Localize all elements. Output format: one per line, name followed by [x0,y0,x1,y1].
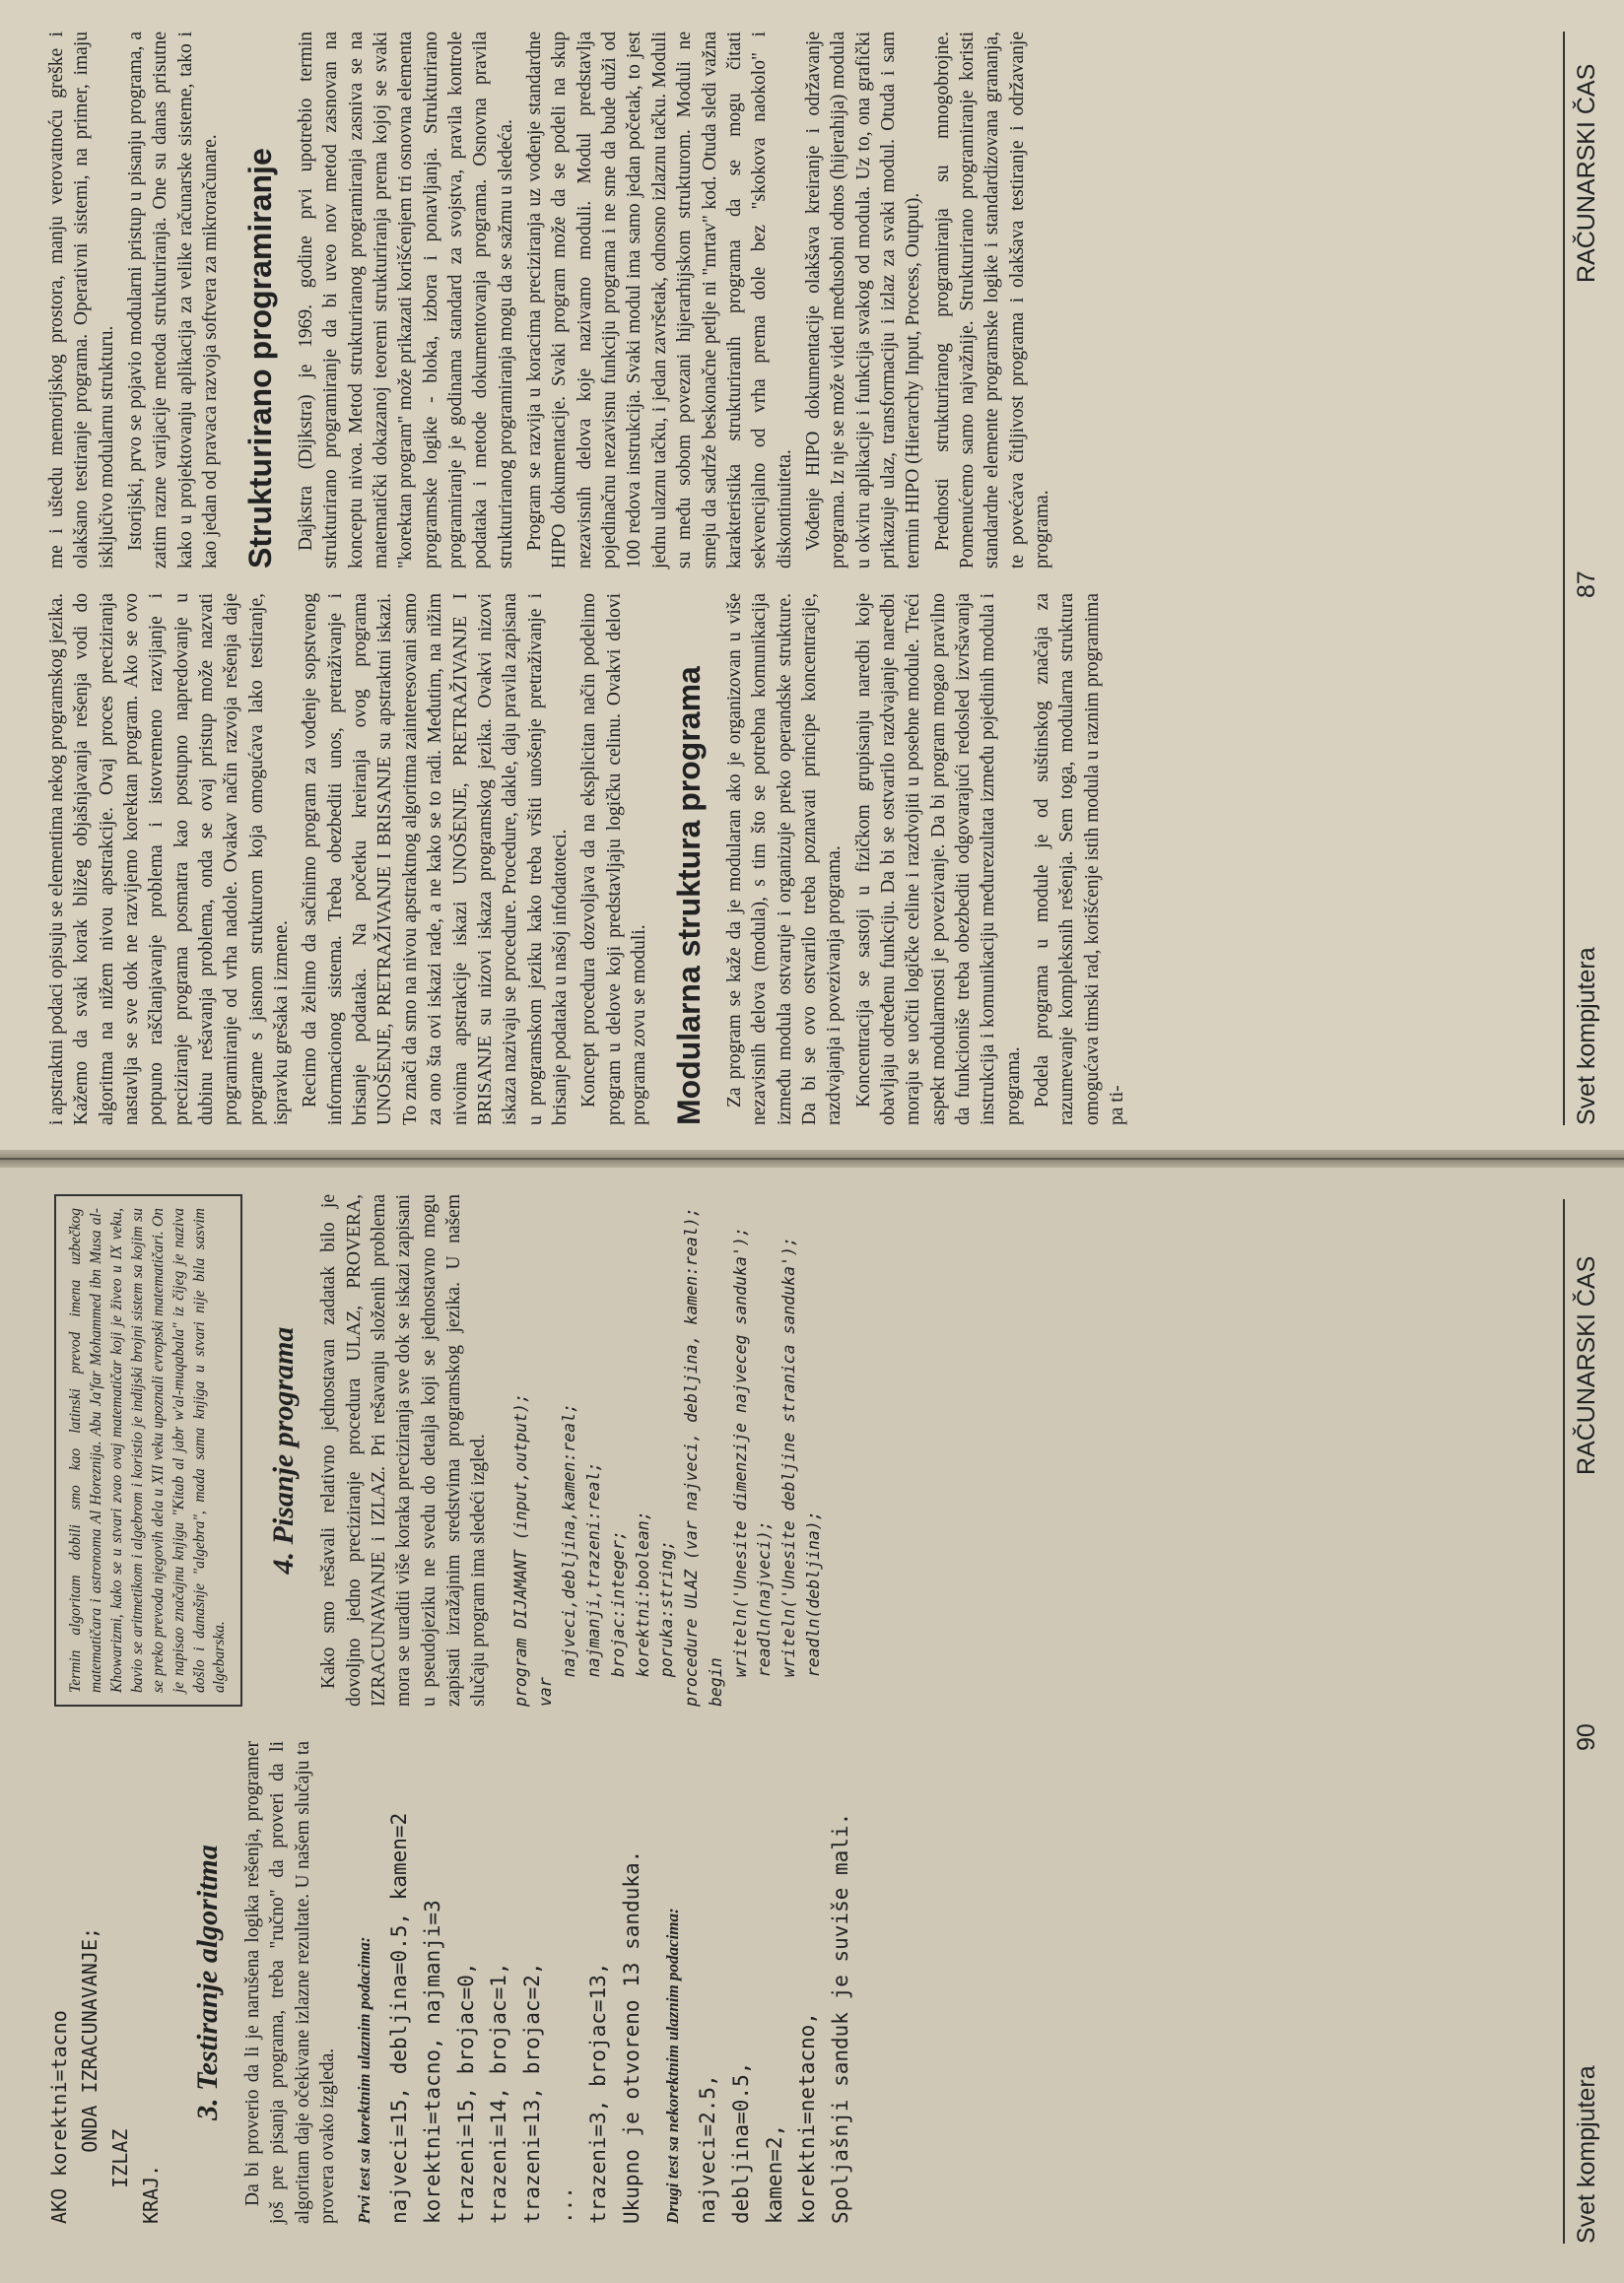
test-line: Spoljašnji sanduk je suviše mali. [828,1812,852,2224]
left-page-column-1 [44,1741,857,2224]
paragraph: Program se razvija u koracima preciziranja uz vođenje standardne HIPO dokumentacije. Svaki program može da se podeli na skup nezavisnih delova koje nazivamo moduli. Modul predstavlja pojedinačnu nezavisnu funkciju programa i ne sme da bude duži od 100 redova instrukcija. Svaki modul ima samo jedan početak, to jest jednu ulaznu tačku, i jedan završetak, odnosno izlaznu tačku. Moduli su među sobom povezani hijerarhijskom strukturom. Moduli ne smeju da sadrže beskonačne petlje ni "mrtav" kod. Otuda sledi važna karakteristika strukturiranih programa da se mogu čitati sekvencijalno od vrha prema dole bez "skokova naokolo" i diskontinuiteta. [524,32,795,569]
code-line: KRAJ. [139,2164,163,2224]
section-title-testiranje: 3. Testiranje algoritma [191,1845,224,2120]
footer-page-number: 87 [1572,571,1600,598]
footer-magazine-name: Svet kompjutera [1572,2065,1600,2244]
test2-title: Drugi test sa nekorektnim ulaznim podacima: [663,1908,683,2224]
test-line: debljina=0.5, [728,2061,753,2224]
footer-rule [1563,1199,1565,2244]
program-line: brojac:integer; [608,1530,628,1707]
footer-section-name: RAČUNARSKI ČAS [1572,1255,1600,1475]
section-intro: Kako smo rešavali relativno jednostavan zadatak bilo je dovoljno jedno preciziranje procedura ULAZ, PROVERA, IZRACUNAVANJE i IZLAZ. Pri rešavanju složenih problema mora se uraditi više koraka preciziranja sve dok se iskazi zapisani u pseudojeziku ne svedu do detalja koji se jednostavno mogu zapisati izražajnim sredstvima programskog jezika. U našem slučaju program ima sledeći izgled. [318,1194,490,1707]
fold-line [0,1158,1624,1160]
test-line: ... [553,2186,577,2224]
test-line: najveci=2.5, [696,2074,720,2224]
program-line: program DIJAMANT (input,output); [510,1393,530,1707]
test-line: trazeni=13, brojac=2, [519,1962,544,2224]
code-line: IZLAZ [108,2128,132,2224]
paragraph: Koncentracija se sastoji u fizičkom grupisanju naredbi koje obavljaju određenu funkciju. Da bi se ostvarilo razdvajanje naredbi moraju se uočiti logičke celine i razdvojiti u posebne module. Treći aspekt modularnosti je povezivanje. Da bi program mogao pravilno da funkcioniše treba obezbediti odgovarajući redosled izvršavanja instrukcija i komunikaciju međurezultata između pojedinih modula i programa. [852,593,1024,1125]
footer-rule [1563,32,1565,1125]
page-90 [0,1168,1624,2283]
paragraph: Istorijski, prvo se pojavio modularni pristup u pisanju programa, a zatim razne varijacije metoda strukturiranja. One su danas prisutne kako u projektovanju aplikacija za velike računarske sisteme, tako i kao jedan od pravaca razvoja softvera za mikroračunare. [125,32,222,569]
program-line: readln(najveci); [755,1520,775,1707]
test-line: trazeni=15, brojac=0, [453,1962,478,2224]
section-title-strukturirano: Strukturirano programiranje [242,148,279,569]
paragraph: Koncept procedura dozvoljava da na eksplicitan način podelimo program u delove koji predstavljaju logičku celinu. Ovakvi delovi programa zovu se moduli. [578,593,649,1125]
program-line: procedure ULAZ (var najveci, debljina, kamen:real); [682,1207,702,1707]
footer-page-number: 90 [1572,1723,1600,1751]
paragraph: Dajkstra (Dijkstra) je 1969. godine prvi upotrebio termin strukturirano programiranje da bi uveo nov metod zasnovan na konceptu nivoa. Metod strukturiranog programiranja zasniva se na matematički dokazanoj teoremi strukturiranja prema kojoj se svaki "korektan program" može prikazati korišćenjem tri osnovna elementa programske logike - bloka, izbora i ponavljanja. Strukturirano programiranje je godinama standard za svojstva, pravila kontrole podataka i metode dokumentovanja programa. Osnovna pravila strukturiranog programiranja mogu da se sažmu u sledeća. [296,32,516,569]
program-line: var [535,1677,555,1707]
test1-title: Prvi test sa korektnim ulaznim podacima: [355,1936,374,2224]
program-line: writeln('Unesite dimenzije najveceg sanduka'); [730,1227,750,1707]
test-line: kamen=2, [762,2123,786,2224]
right-page-column-1 [44,593,1133,1125]
program-line: readln(debljina); [803,1511,823,1707]
program-line: korektni:boolean; [633,1511,652,1707]
code-line: ONDA IZRACUNAVANJE; [78,1926,102,2224]
program-line: najveci,debljina,kamen:real; [560,1403,579,1707]
paragraph: i apstraktni podaci opisuju se elementima nekog programskog jezika. Kažemo da svaki korak bližeg objašnjavanja rešenja vodi do algoritma na nižem nivou apstrakcije. Ovaj proces preciziranja nastavlja se sve dok ne razvijemo korektan program. Ako se ovo potpuno raščlanjavanje problema i istovremeno razvijanje i preciziranje programa posmatra kao postupno napredovanje u dubinu rešavanja problema, onda se ovaj pristup može nazvati programiranje od vrha nadole. Ovakav način razvoja rešenja daje programe s jasnom strukturom koja omogućava lako testiranje, ispravku grešaka i izmene. [46,593,293,1125]
paragraph: Podela programa u module je od suštinskog značaja za razumevanje kompleksnih rešenja. Sem toga, modularna struktura omogućava timski rad, korišćenje istih modula u raznim programima pa ti- [1031,593,1127,1125]
paragraph: Za program se kaže da je modularan ako je organizovan u više nezavisnih delova (modula), s tim što se potrebna komunikacija između modula ostvaruje i organizuje preko operandske strukture. Da bi se ovo ostvarilo treba poznavati principe koncentracije, razdvajanja i povezivanja programa. [723,593,846,1125]
code-line: AKO korektni=tacno [47,2010,71,2224]
program-line: begin [706,1657,725,1707]
paragraph: Vođenje HIPO dokumentacije olakšava kreiranje i održavanje programa. Iz nje se može videti međusobni odnos (hijerahija) modula u okviru aplikacije i funkcija svakog od modula. Uz to, ona grafički prikazuje ulaz, transformaciju i izlaz za svaki modul. Otuda i sam termin HIPO (Hierarchy Input, Process, Output). [802,32,924,569]
footer-magazine-name: Svet kompjutera [1572,947,1600,1125]
paragraph: Recimo da želimo da sačinimo program za vođenje sopstvenog informacionog sistema. Treba obezbediti unos, pretraživanje i brisanje podataka. Na početku kreiranja ovog programa UNOŠENJE, PRETRAŽIVANJE I BRISANJE su apstraktni iskazi. To znači da smo na nivou apstraktnog algoritma zainteresovani samo za ono šta ovi iskazi rade, a ne kako se to radi. Međutim, na nižim nivoima apstrakcije iskazi UNOŠENJE, PRETRAŽIVANJE I BRISANJE su nizovi iskaza programskog jezika. Ovakvi nizovi iskaza nazivaju se procedure. Procedure, dakle, daju pravila zapisana u programskom jeziku kako treba vršiti unošenje pretraživanje i brisanje podataka u našoj infodatoteci. [300,593,571,1125]
test-line: trazeni=14, brojac=1, [487,1962,511,2224]
test-line: najveci=15, debljina=0.5, kamen=2 [387,1812,412,2224]
section-intro: Da bi proverio da li je narušena logika rešenja, programer još pre pisanja programa, treba "ručno" da proveri da li algoritam daje očekivane izlazne rezultate. U našem slučaju ta provera ovako izgleda. [242,1741,339,2224]
footer-section-name: RAČUNARSKI ČAS [1572,63,1600,283]
test-line: Ukupno je otvoreno 13 sanduka. [619,1849,643,2224]
paragraph: me i uštedu memorijskog prostora, manju verovatnoću greške i olakšano testiranje programa. Operativni sistemi, na primer, imaju isključivo modularnu strukturu. [46,32,117,569]
section-title-modularna: Modularna struktura programa [671,666,708,1125]
right-page-column-2 [44,32,1058,569]
program-line: writeln('Unesite debljine stranica sanduka'); [779,1237,799,1707]
test-line: korektni=tacno, najmanji=3 [421,1900,445,2224]
program-line: poruka:string; [657,1540,677,1707]
section-title-pisanje: 4. Pisanje programa [267,1326,301,1575]
program-line: najmanji,trazeni:real; [584,1461,604,1707]
paragraph: Prednosti strukturiranog programiranja su mnogobrojne. Pomenućemo samo najvažnije. Strukturirano programiranje koristi standardne elemente programske logike i standardizovana grananja, te povećava čitljivost programa i olakšava testiranje i održavanje programa. [931,32,1052,569]
left-page-column-2 [44,1194,827,1707]
test-line: korektni=netacno, [795,2012,820,2224]
test-line: trazeni=3, brojac=13, [586,1962,611,2224]
algorithm-note-box: Termin algoritam dobili smo kao latinski prevod imena uzbečkog matematičara i astronoma Al Horeznija. Abu Ja'far Mohammed ibn Musa al-Khowarizmi, kako se u stvari zvao ovaj matematičar koji je živeo u IX veku, bavio se aritmetikom i algebrom i koristio je indijski brojni sistem sa kojim su se preko prevoda njegovih dela u XII veku upoznali evropski matematičari. On je napisao značajnu knjigu "Kitab al jabr w'al-muqabala" iz čijeg je naziva došlo i današnje "algebra", mada sama knjiga u stvari nije bila sasvim algebarska. [54,1194,242,1707]
